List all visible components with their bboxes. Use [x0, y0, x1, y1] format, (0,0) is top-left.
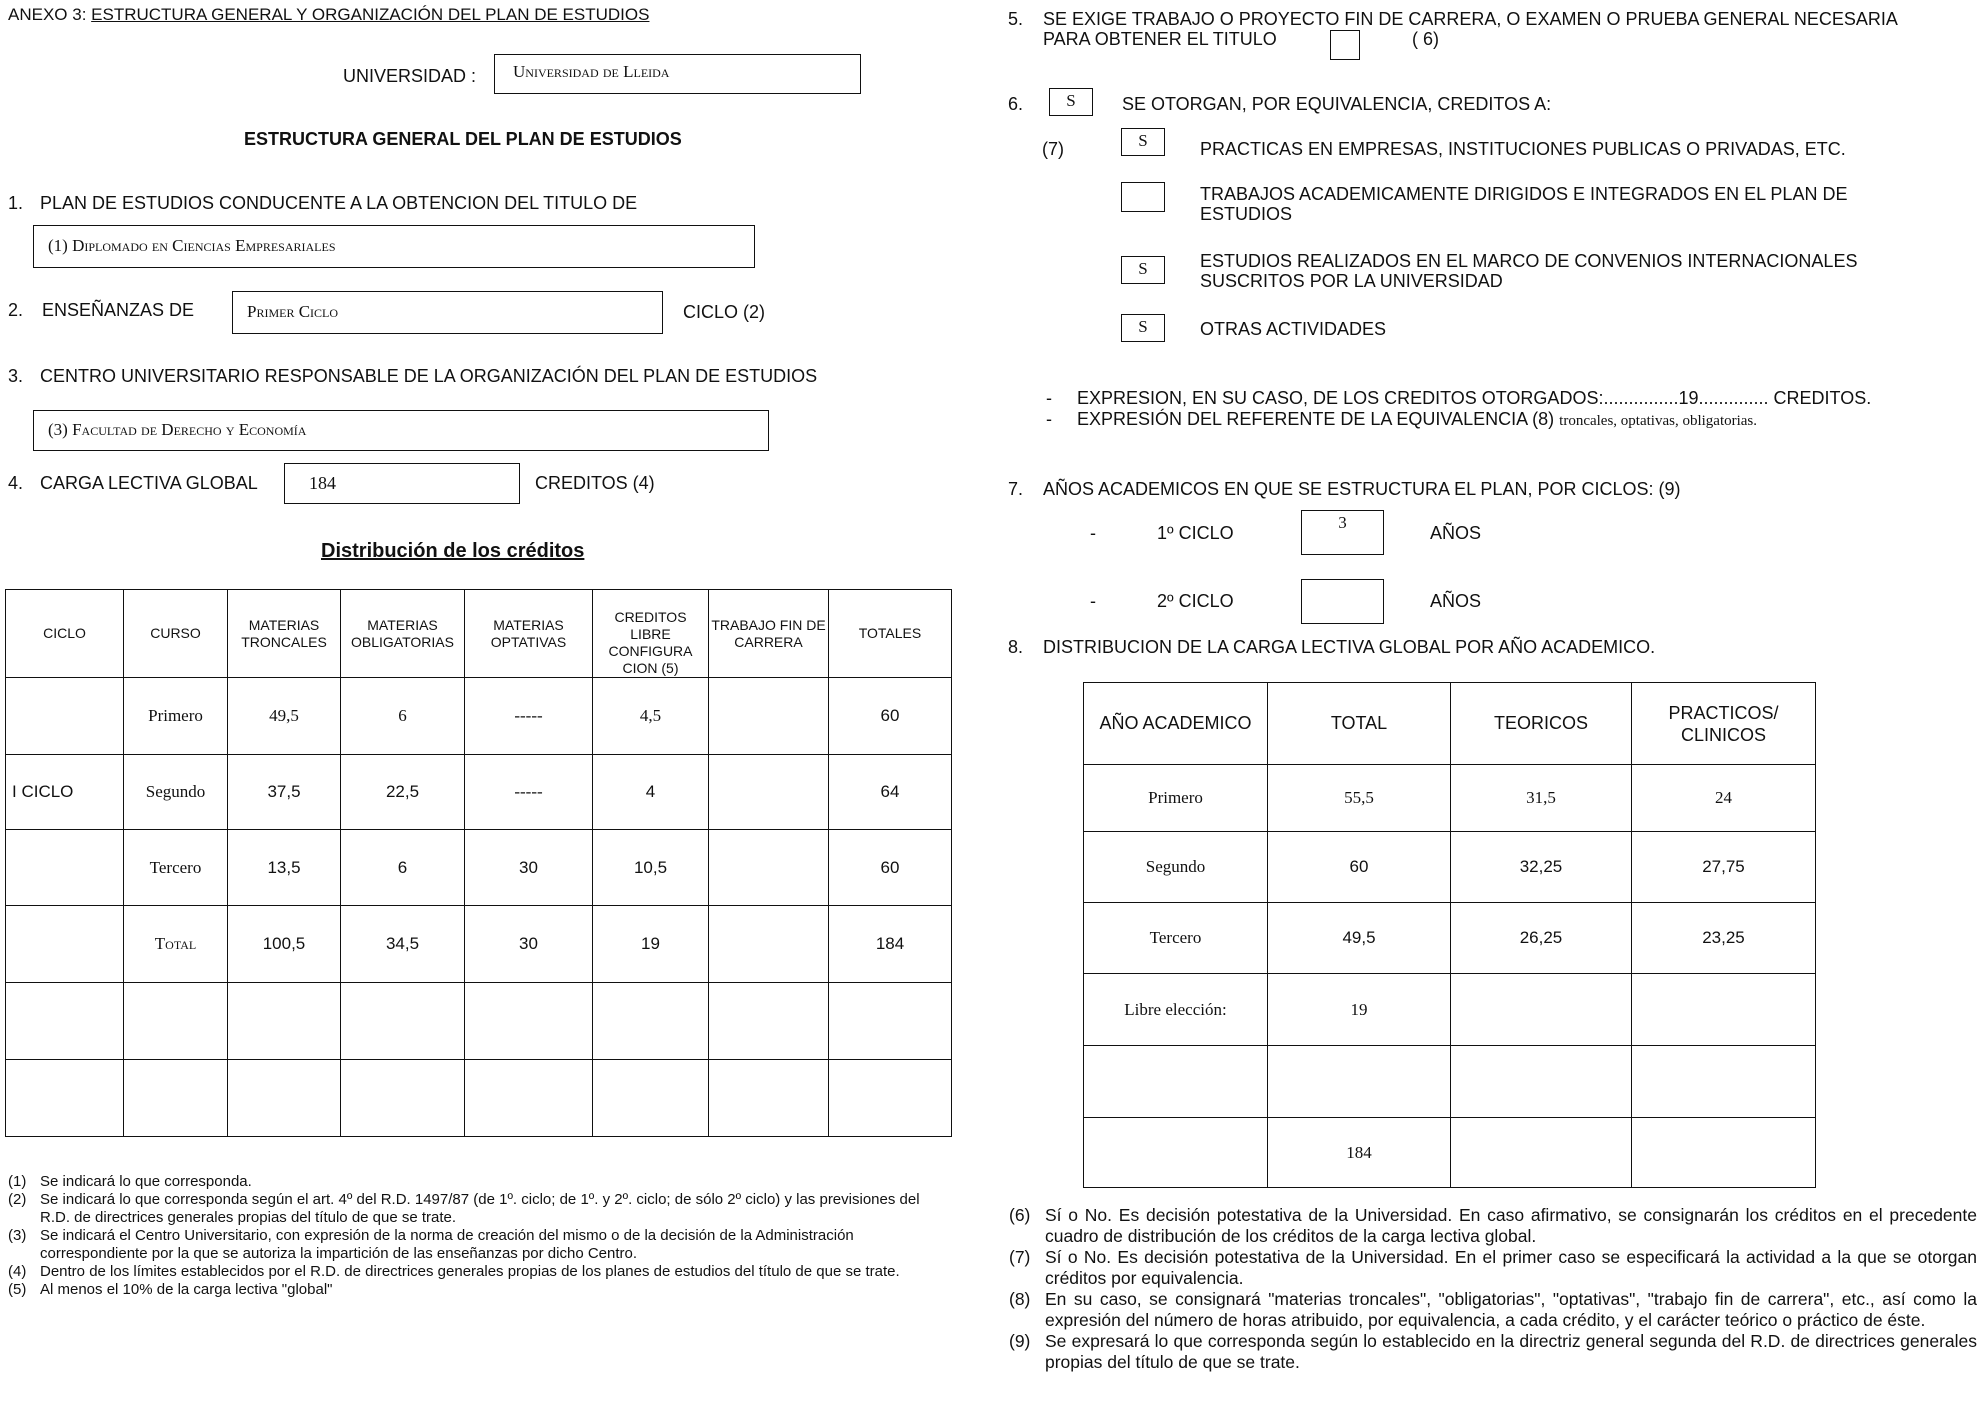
cycle-label: 1º CICLO — [1157, 523, 1234, 543]
year-cell: Segundo — [1084, 832, 1268, 903]
practicos-cell: 23,25 — [1632, 903, 1816, 974]
item1-label: PLAN DE ESTUDIOS CONDUCENTE A LA OBTENCION DEL TITULO DE — [40, 193, 638, 213]
footnote: (1) Se indicará lo que corresponda. — [8, 1173, 252, 1190]
total-row — [6, 906, 952, 983]
cycle-label: 2º CICLO — [1157, 591, 1234, 611]
item7-label: AÑOS ACADEMICOS EN QUE SE ESTRUCTURA EL PLAN, POR CICLOS: (9) — [1043, 479, 1681, 499]
total-cell: 60 — [1268, 832, 1451, 903]
annex-title: ANEXO 3: ESTRUCTURA GENERAL Y ORGANIZACIÓN DEL PLAN DE ESTUDIOS — [8, 5, 650, 24]
table-row — [6, 830, 952, 906]
item6-num: 6. — [1008, 94, 1024, 114]
footnote: (4) Dentro de los límites establecidos por el R.D. de directrices generales propias de los planes de estudios del título de que se trate. — [8, 1263, 900, 1280]
table-row — [6, 755, 952, 830]
footnotes-right — [1009, 1205, 1977, 1373]
footnote: (3) Se indicará el Centro Universitario, con expresión de la norma de creación del mismo o de la decisión de la Administración correspondiente por la que se autoriza la impartición de las enseñanzas por dicho Centro. — [8, 1227, 854, 1262]
total-cell — [1268, 1046, 1451, 1118]
teoricos-cell: 26,25 — [1451, 903, 1632, 974]
total-cell: 49,5 — [1268, 903, 1451, 974]
teoricos-cell: 31,5 — [1451, 765, 1632, 832]
table-row — [1084, 974, 1816, 1046]
total-obligatorias: 34,5 — [341, 906, 465, 983]
practicos-cell — [1632, 974, 1816, 1046]
table-row — [1084, 1118, 1816, 1188]
university-value: Universidad de Lleida — [513, 62, 670, 81]
distribution-table — [5, 589, 952, 1137]
year-cell — [1084, 1118, 1268, 1188]
footnote: (9) Se expresará lo que corresponda según lo establecido en la directriz general segunda del R.D. de directrices generales propias del título de que se trate. — [1009, 1331, 1977, 1372]
title-field[interactable] — [33, 225, 755, 268]
carga-field[interactable] — [284, 463, 520, 504]
footnotes-left — [8, 1173, 923, 1299]
expr1: - EXPRESION, EN SU CASO, DE LOS CREDITOS OTORGADOS:...............19.............. CREDITOS. — [1046, 388, 1872, 408]
curso-cell: Segundo — [124, 755, 228, 830]
table-row — [1084, 903, 1816, 974]
footnote: (8) En su caso, se consignará "materias troncales", "obligatorias", "optativas", "trabajo fin de carrera", etc., así como la expresión del número de horas atribuido, por equivalencia, a cada crédito, y el carácter teórico o práctico de éste. — [1009, 1289, 1977, 1330]
item5-checkbox[interactable] — [1330, 30, 1360, 60]
item5-ref: ( 6) — [1412, 29, 1439, 49]
obligatorias-cell: 6 — [341, 678, 465, 755]
footnote: (6) Sí o No. Es decisión potestativa de la Universidad. En caso afirmativo, se consignarán los créditos en el precedente cuadro de distribución de los créditos de la carga lectiva global. — [1009, 1205, 1977, 1246]
option-label: TRABAJOS ACADEMICAMENTE DIRIGIDOS E INTEGRADOS EN EL PLAN DE ESTUDIOS — [1200, 184, 1848, 224]
item1-num: 1. — [8, 193, 24, 213]
footnote: (7) Sí o No. Es decisión potestativa de la Universidad. En el primer caso se especificará la actividad a la que se otorgan créditos por equivalencia. — [1009, 1247, 1977, 1288]
year-cell: Libre elección: — [1084, 974, 1268, 1046]
header-totales: TOTALES — [829, 590, 952, 678]
obligatorias-cell: 22,5 — [341, 755, 465, 830]
distribution-header-row — [6, 590, 952, 678]
cycle-unit: AÑOS — [1430, 523, 1482, 543]
footnote: (2) Se indicará lo que corresponda según el art. 4º del R.D. 1497/87 (de 1º. ciclo; de 1º. y 2º. ciclo; de sólo 2º ciclo) y las previsiones del R.D. de directrices generales propias del título de que se trate. — [8, 1191, 920, 1226]
trabajo-cell — [709, 678, 829, 755]
header-curso: CURSO — [124, 590, 228, 678]
ensenanzas-field[interactable] — [232, 291, 663, 334]
curso-cell: Tercero — [124, 830, 228, 906]
item4-suffix: CREDITOS (4) — [535, 473, 655, 493]
header-troncales: MATERIAS TRONCALES — [228, 590, 341, 678]
total-troncales: 100,5 — [228, 906, 341, 983]
distribution-title: Distribución de los créditos — [321, 540, 585, 562]
centro-value: (3) Facultad de Derecho y Economía — [48, 420, 307, 439]
cycle-years-field[interactable] — [1301, 579, 1384, 624]
header-optativas: MATERIAS OPTATIVAS — [465, 590, 593, 678]
header-teoricos: TEORICOS — [1451, 683, 1632, 765]
libre-cell: 10,5 — [593, 830, 709, 906]
practicos-cell: 24 — [1632, 765, 1816, 832]
year-cell: Tercero — [1084, 903, 1268, 974]
item6-label: SE OTORGAN, POR EQUIVALENCIA, CREDITOS A: — [1122, 94, 1552, 114]
troncales-cell: 13,5 — [228, 830, 341, 906]
optativas-cell: ----- — [465, 755, 593, 830]
item2-suffix: CICLO (2) — [683, 302, 766, 322]
totales-cell: 64 — [829, 755, 952, 830]
item7-num: 7. — [1008, 479, 1024, 499]
option-checkbox[interactable] — [1121, 182, 1165, 212]
teoricos-cell — [1451, 1118, 1632, 1188]
optativas-cell: 30 — [465, 830, 593, 906]
item2-num: 2. — [8, 300, 24, 320]
item6-checkbox[interactable]: S — [1049, 88, 1093, 116]
option-checkbox[interactable]: S — [1121, 256, 1165, 284]
curso-cell: Primero — [124, 678, 228, 755]
total-trabajo — [709, 906, 829, 983]
libre-cell: 4 — [593, 755, 709, 830]
troncales-cell: 37,5 — [228, 755, 341, 830]
item3-label: CENTRO UNIVERSITARIO RESPONSABLE DE LA ORGANIZACIÓN DEL PLAN DE ESTUDIOS — [40, 366, 818, 386]
option-label: OTRAS ACTIVIDADES — [1200, 319, 1387, 339]
expr2-value: troncales, optativas, obligatorias. — [1559, 413, 1758, 429]
header-obligatorias: MATERIAS OBLIGATORIAS — [341, 590, 465, 678]
empty-row — [6, 983, 952, 1060]
cycle-years-field[interactable]: 3 — [1301, 510, 1384, 555]
total-cell: 19 — [1268, 974, 1451, 1046]
total-cell: 184 — [1268, 1118, 1451, 1188]
university-field[interactable] — [494, 54, 861, 94]
university-label: UNIVERSIDAD : — [343, 66, 477, 86]
header-ciclo: CICLO — [6, 590, 124, 678]
cycle-unit: AÑOS — [1430, 591, 1482, 611]
total-optativas: 30 — [465, 906, 593, 983]
total-cell: 55,5 — [1268, 765, 1451, 832]
item8-num: 8. — [1008, 637, 1024, 657]
option-label: ESTUDIOS REALIZADOS EN EL MARCO DE CONVENIOS INTERNACIONALES SUSCRITOS POR LA UNIVERSIDAD — [1200, 251, 1858, 291]
empty-row — [6, 1060, 952, 1137]
practicos-cell — [1632, 1118, 1816, 1188]
item4-num: 4. — [8, 473, 24, 493]
option-label: PRACTICAS EN EMPRESAS, INSTITUCIONES PUBLICAS O PRIVADAS, ETC. — [1200, 139, 1846, 159]
practicos-cell — [1632, 1046, 1816, 1118]
header-year: AÑO ACADEMICO — [1084, 683, 1268, 765]
year-cell: Primero — [1084, 765, 1268, 832]
item3-num: 3. — [8, 366, 24, 386]
centro-field[interactable] — [33, 410, 769, 451]
annex-prefix: ANEXO 3 — [8, 5, 82, 24]
annex-title-text: ESTRUCTURA GENERAL Y ORGANIZACIÓN DEL PLAN DE ESTUDIOS — [91, 5, 650, 24]
item8-label: DISTRIBUCION DE LA CARGA LECTIVA GLOBAL POR AÑO ACADEMICO. — [1043, 637, 1656, 657]
section-heading: ESTRUCTURA GENERAL DEL PLAN DE ESTUDIOS — [244, 129, 682, 149]
option-checkbox[interactable]: S — [1121, 314, 1165, 342]
trabajo-cell — [709, 755, 829, 830]
teoricos-cell: 32,25 — [1451, 832, 1632, 903]
table-row — [1084, 832, 1816, 903]
teoricos-cell — [1451, 974, 1632, 1046]
ensenanzas-value: Primer Ciclo — [247, 302, 339, 321]
table-row — [1084, 765, 1816, 832]
expr2: - EXPRESIÓN DEL REFERENTE DE LA EQUIVALENCIA (8) troncales, optativas, obligatorias. — [1046, 409, 1758, 429]
header-libre: CREDITOS LIBRE CONFIGURA CION (5) — [593, 590, 709, 678]
totales-cell: 60 — [829, 830, 952, 906]
year-cell — [1084, 1046, 1268, 1118]
item5-line1: SE EXIGE TRABAJO O PROYECTO FIN DE CARRERA, O EXAMEN O PRUEBA GENERAL NECESARIA — [1043, 9, 1898, 29]
total-label: Total — [124, 906, 228, 983]
academic-year-table — [1083, 682, 1816, 1188]
obligatorias-cell: 6 — [341, 830, 465, 906]
item2-label: ENSEÑANZAS DE — [42, 300, 195, 320]
ciclo-cell: I CICLO — [6, 755, 124, 830]
item4-label: CARGA LECTIVA GLOBAL — [40, 473, 258, 493]
header-total: TOTAL — [1268, 683, 1451, 765]
header-practicos: PRACTICOS/ CLINICOS — [1632, 683, 1816, 765]
total-libre: 19 — [593, 906, 709, 983]
practicos-cell: 27,75 — [1632, 832, 1816, 903]
totales-cell: 60 — [829, 678, 952, 755]
total-totales: 184 — [829, 906, 952, 983]
trabajo-cell — [709, 830, 829, 906]
header-trabajo: TRABAJO FIN DE CARRERA — [709, 590, 829, 678]
table-row — [1084, 1046, 1816, 1118]
item5-line2: PARA OBTENER EL TITULO — [1043, 29, 1277, 49]
footnote: (5) Al menos el 10% de la carga lectiva "global" — [8, 1281, 333, 1298]
optativas-cell: ----- — [465, 678, 593, 755]
option-checkbox[interactable]: S — [1121, 128, 1165, 156]
item6-ref: (7) — [1042, 139, 1064, 159]
title-value: (1) Diplomado en Ciencias Empresariales — [48, 236, 336, 255]
libre-cell: 4,5 — [593, 678, 709, 755]
academic-header-row — [1084, 683, 1816, 765]
table-row — [6, 678, 952, 755]
troncales-cell: 49,5 — [228, 678, 341, 755]
item5-num: 5. — [1008, 9, 1024, 29]
carga-value: 184 — [309, 473, 336, 493]
expr1-value: 19 — [1678, 388, 1699, 408]
teoricos-cell — [1451, 1046, 1632, 1118]
